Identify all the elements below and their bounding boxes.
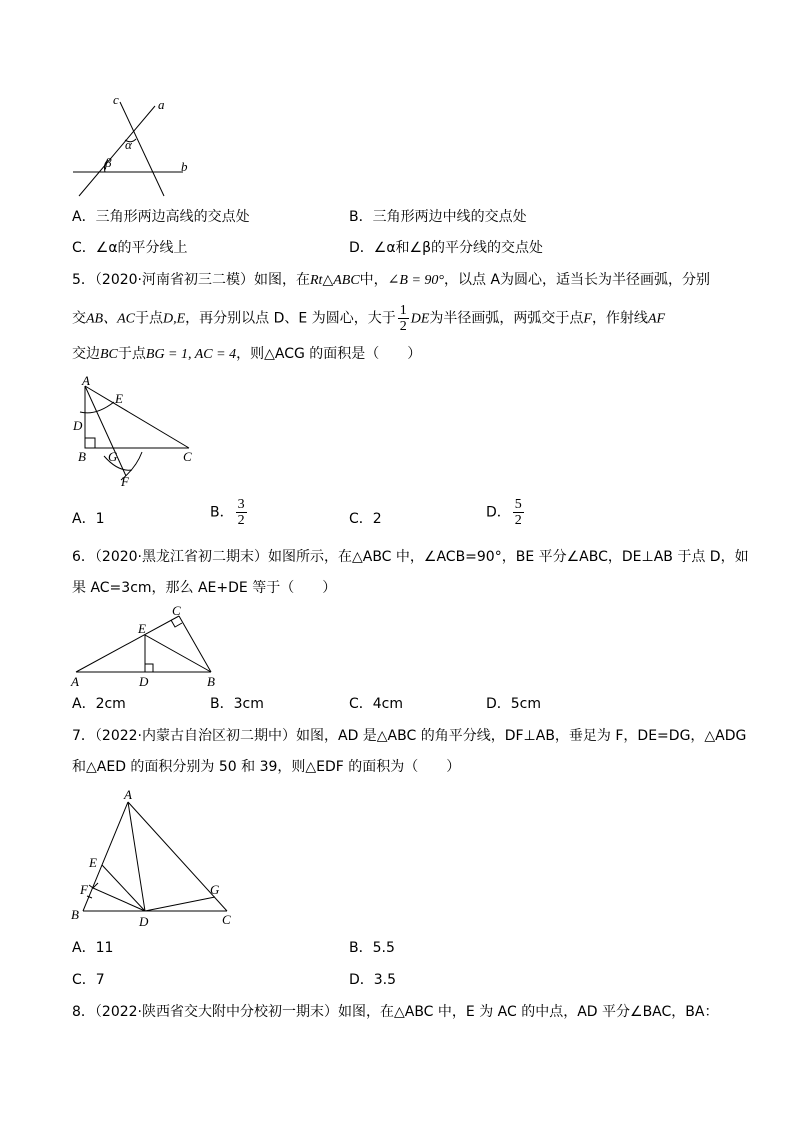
line-label-b: b [181, 159, 188, 174]
q4-option-b[interactable]: B．三角形两边中线的交点处 [349, 209, 527, 225]
q7-option-c[interactable]: C．7 [72, 972, 105, 988]
q7-label-G: G [210, 882, 220, 897]
angle-label-alpha: α [125, 137, 132, 152]
q5-stem-line2: 交AB、AC于点D,E，再分别以点 D、E 为圆心，大于 $\frac{1}{2}$ DE为半径画弧，两弧交于点F，作射线AF [72, 303, 666, 334]
q4-option-a[interactable]: A．三角形两边高线的交点处 [72, 209, 250, 225]
q6-label-E: E [138, 621, 146, 636]
q5-label-G: G [108, 449, 118, 464]
q7-label-B: B [71, 907, 79, 922]
q5-option-a[interactable]: A．1 [72, 511, 105, 527]
q7-label-A: A [124, 787, 132, 802]
q6-label-B: B [207, 674, 215, 689]
q7-label-D: D [139, 914, 149, 929]
q4-option-d[interactable]: D．∠α和∠β的平分线的交点处 [349, 240, 544, 256]
q7-label-E: E [89, 855, 97, 870]
q5-stem-line1: 5．（2020·河南省初三二模）如图，在Rt△ABC中，∠B = 90°，以点 A为圆心，适当长为半径画弧，分别 [72, 272, 711, 288]
q5-label-D: D [73, 418, 83, 433]
q6-stem-line2: 果 AC=3cm，那么 AE+DE 等于（ ） [72, 580, 337, 596]
q5-label-F: F [121, 474, 129, 489]
q7-stem-line2: 和△AED 的面积分别为 50 和 39，则△EDF 的面积为（ ） [72, 759, 461, 775]
angle-label-beta: β [105, 155, 112, 170]
q5-label-B: B [78, 449, 86, 464]
q5-option-d[interactable]: D． $\frac{5}{2}$ [486, 497, 522, 528]
q7-option-a[interactable]: A．11 [72, 940, 114, 956]
q5-label-E: E [115, 391, 123, 406]
q5-label-A: A [82, 373, 90, 388]
q8-stem-line1: 8．（2022·陕西省交大附中分校初一期末）如图，在△ABC 中，E 为 AC 的中点，AD 平分∠BAC，BA： [72, 1004, 719, 1020]
q6-label-A: A [71, 674, 79, 689]
line-label-a: a [158, 97, 165, 112]
q5-label-C: C [183, 449, 192, 464]
q6-label-C: C [172, 603, 181, 618]
q5-option-b[interactable]: B． $\frac{3}{2}$ [210, 497, 245, 528]
q7-option-b[interactable]: B．5.5 [349, 940, 395, 956]
q7-label-F: F [80, 882, 88, 897]
q7-stem-line1: 7．（2022·内蒙古自治区初二期中）如图，AD 是△ABC 的角平分线，DF⊥AB，垂足为 F，DE=DG，△ADG [72, 728, 747, 744]
q5-figure [66, 372, 201, 492]
line-label-c: c [113, 92, 119, 107]
q7-figure [66, 784, 246, 930]
half-fraction: $\frac{1}{2}$ [399, 303, 407, 334]
q5-stem-line3: 交边BC于点BG = 1, AC = 4，则△ACG 的面积是（ ） [72, 346, 422, 362]
q7-label-C: C [222, 912, 231, 927]
q6-option-c[interactable]: C．4cm [349, 696, 404, 712]
q6-option-d[interactable]: D．5cm [486, 696, 542, 712]
q6-option-a[interactable]: A．2cm [72, 696, 126, 712]
q6-figure [66, 602, 226, 690]
q6-stem-line1: 6．（2020·黑龙江省初二期末）如图所示，在△ABC 中，∠ACB=90°，BE 平分∠ABC，DE⊥AB 于点 D，如 [72, 549, 749, 565]
q4-option-c[interactable]: C．∠α的平分线上 [72, 240, 188, 256]
q4-figure [65, 92, 200, 202]
q6-label-D: D [139, 674, 149, 689]
q5-option-c[interactable]: C．2 [349, 511, 382, 527]
q7-option-d[interactable]: D．3.5 [349, 972, 397, 988]
q6-option-b[interactable]: B．3cm [210, 696, 264, 712]
